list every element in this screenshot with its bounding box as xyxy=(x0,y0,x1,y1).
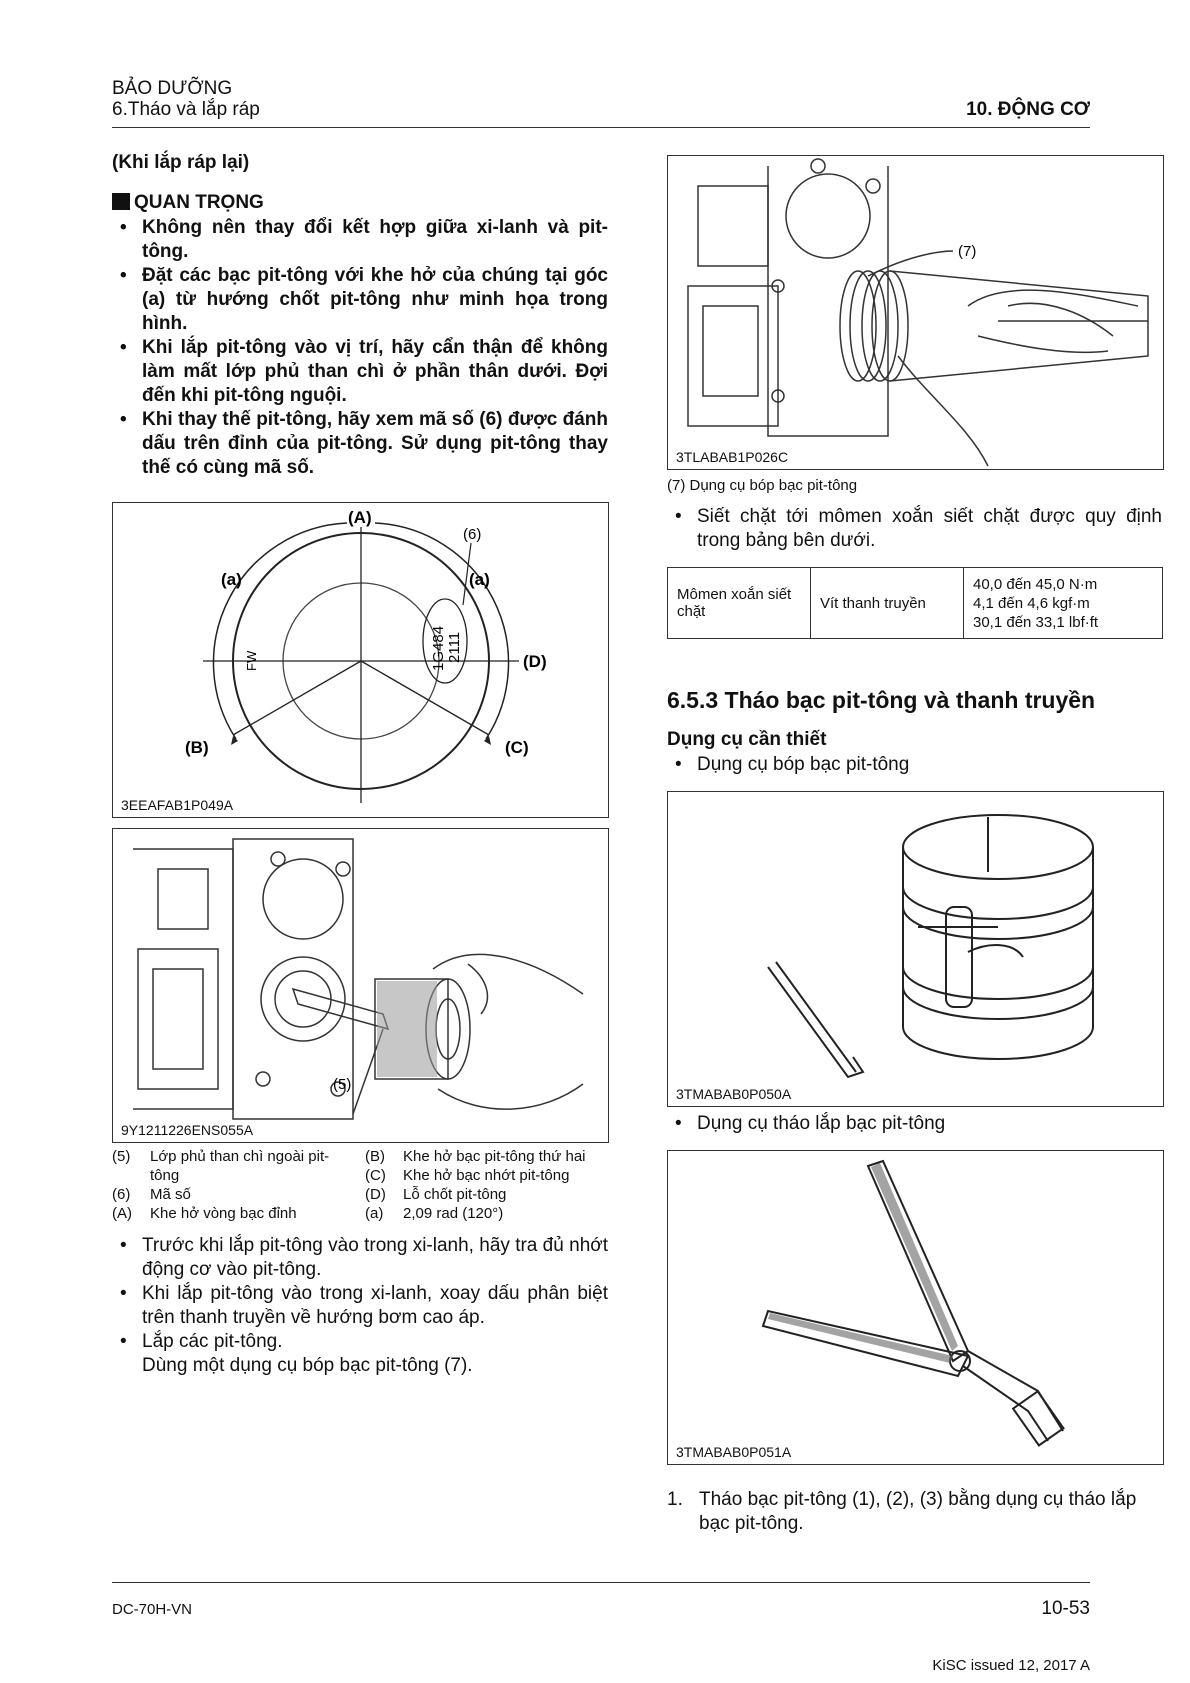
label-code-1: 1G484 xyxy=(430,625,447,671)
label-code-2: 2111 xyxy=(446,631,463,663)
figure-code: 3TMABAB0P051A xyxy=(676,1444,792,1460)
legend-key: (a) xyxy=(365,1205,384,1222)
figure-code: 3TLABAB1P026C xyxy=(676,449,789,465)
label-fw: FW xyxy=(244,650,259,671)
list-item: • Khi thay thế pit-tông, hãy xem mã số (6) được đánh dấu trên đỉnh của pit-tông. Sử dụng pit-tông thay thế có cùng mã số. xyxy=(112,408,608,480)
figure-code: 3TMABAB0P050A xyxy=(676,1086,792,1102)
legend-text: 2,09 rad (120°) xyxy=(403,1205,504,1222)
step-number: 1. xyxy=(667,1489,683,1510)
figure-code: 3EEAFAB1P049A xyxy=(121,797,234,813)
left-column xyxy=(112,152,608,480)
list-item: • Trước khi lắp pit-tông vào trong xi-lanh, hãy tra đủ nhớt động cơ vào pit-tông. xyxy=(112,1234,608,1282)
legend-key: (C) xyxy=(365,1167,386,1184)
list-item: • Khi lắp pit-tông vào vị trí, hãy cẩn thận để không làm mất lớp phủ than chì ở phần thân dưới. Đợi đến khi pit-tông nguội. xyxy=(112,336,608,408)
tool2-item xyxy=(667,1112,1162,1136)
tools-title: Dụng cụ cần thiết xyxy=(667,729,827,750)
torque-value: 4,1 đến 4,6 kgf·m xyxy=(973,594,1090,612)
step-text: Lắp các pit-tông. xyxy=(142,1331,283,1352)
legend-key: (D) xyxy=(365,1186,386,1203)
header-section: BẢO DƯỠNG xyxy=(112,78,233,99)
legend-text: Lỗ chốt pit-tông xyxy=(403,1186,507,1203)
footer-rule xyxy=(112,1582,1090,1583)
legend-text: Mã số xyxy=(150,1186,191,1203)
legend-key: (A) xyxy=(112,1205,132,1222)
ring-gap-diagram xyxy=(112,502,609,818)
fig3-caption: (7) Dụng cụ bóp bạc pit-tông xyxy=(667,477,858,494)
figure-code: 9Y1211226ENS055A xyxy=(121,1122,254,1138)
reassembly-title: (Khi lắp ráp lại) xyxy=(112,152,250,173)
ring-compressor-use-svg xyxy=(668,156,1163,469)
label-C: (C) xyxy=(505,738,529,757)
ring-compressor-tool-figure xyxy=(667,791,1164,1107)
torque-label-cell: Mômen xoắn siết chặt xyxy=(668,568,811,639)
legend-key: (5) xyxy=(112,1148,131,1165)
legend-right xyxy=(365,1147,615,1223)
legend-left xyxy=(112,1147,362,1223)
list-item: • Khi lắp pit-tông vào trong xi-lanh, xoay dấu phân biệt trên thanh truyền về hướng bơm cao áp. xyxy=(112,1282,608,1330)
install-list xyxy=(112,1234,608,1378)
torque-table xyxy=(667,567,1163,639)
list-item: • Không nên thay đổi kết hợp giữa xi-lanh và pit-tông. xyxy=(112,216,608,264)
torque-instruction xyxy=(667,505,1162,553)
label-D: (D) xyxy=(523,652,547,671)
install-steps xyxy=(112,1234,608,1378)
list-item xyxy=(112,1330,608,1378)
label-5: (5) xyxy=(333,1076,352,1093)
section-heading: 6.5.3 Tháo bạc pit-tông và thanh truyền xyxy=(667,687,1096,713)
list-item: • Đặt các bạc pit-tông với khe hở của chúng tại góc (a) từ hướng chốt pit-tông như minh họa trong hình. xyxy=(112,264,608,336)
label-a-left: (a) xyxy=(221,570,242,589)
ring-compressor-tool-svg xyxy=(668,792,1163,1106)
torque-value: 30,1 đến 33,1 lbf·ft xyxy=(973,613,1099,631)
tool1-item xyxy=(667,753,1162,777)
legend-text: Khe hở bạc pit-tông thứ hai xyxy=(403,1148,586,1165)
list-item: • Dụng cụ bóp bạc pit-tông xyxy=(667,753,1162,777)
important-list xyxy=(112,216,608,480)
ring-compressor-use-figure xyxy=(667,155,1164,470)
label-7: (7) xyxy=(958,243,977,260)
legend-text: Lớp phủ than chì ngoài pit-tông xyxy=(150,1148,330,1184)
legend-key: (6) xyxy=(112,1186,131,1203)
header-subsection: 6.Tháo và lắp ráp xyxy=(112,99,260,120)
label-a-right: (a) xyxy=(469,570,490,589)
label-B: (B) xyxy=(185,738,209,757)
torque-part-cell: Vít thanh truyền xyxy=(811,568,964,639)
footer-issued: KiSC issued 12, 2017 A xyxy=(932,1657,1090,1674)
list-item: • Dụng cụ tháo lắp bạc pit-tông xyxy=(667,1112,1162,1136)
legend-key: (B) xyxy=(365,1148,385,1165)
header-rule xyxy=(112,127,1090,128)
piston-insertion-svg xyxy=(113,829,608,1142)
torque-values-cell xyxy=(964,568,1163,639)
ring-expander-tool-figure xyxy=(667,1150,1164,1465)
important-heading: QUAN TRỌNG xyxy=(112,192,608,214)
legend-text: Khe hở bạc nhớt pit-tông xyxy=(403,1167,570,1184)
torque-value: 40,0 đến 45,0 N·m xyxy=(973,575,1098,593)
ring-gap-svg xyxy=(113,503,608,817)
footer-doc-id: DC-70H-VN xyxy=(112,1601,193,1618)
label-6: (6) xyxy=(463,526,482,543)
legend-text: Khe hở vòng bạc đỉnh xyxy=(150,1205,297,1222)
step-text: Tháo bạc pit-tông (1), (2), (3) bằng dụng cụ tháo lắp bạc pit-tông. xyxy=(699,1489,1137,1534)
step-note: Dùng một dụng cụ bóp bạc pit-tông (7). xyxy=(142,1355,473,1376)
label-A: (A) xyxy=(348,508,372,527)
list-item: • Siết chặt tới mômen xoắn siết chặt được quy định trong bảng bên dưới. xyxy=(667,505,1162,553)
piston-insertion-figure xyxy=(112,828,609,1143)
header-chapter: 10. ĐỘNG CƠ xyxy=(966,99,1090,120)
ring-expander-tool-svg xyxy=(668,1151,1163,1464)
footer-page-number: 10-53 xyxy=(1041,1598,1090,1619)
important-square-icon xyxy=(112,193,130,210)
removal-step xyxy=(667,1488,1162,1536)
